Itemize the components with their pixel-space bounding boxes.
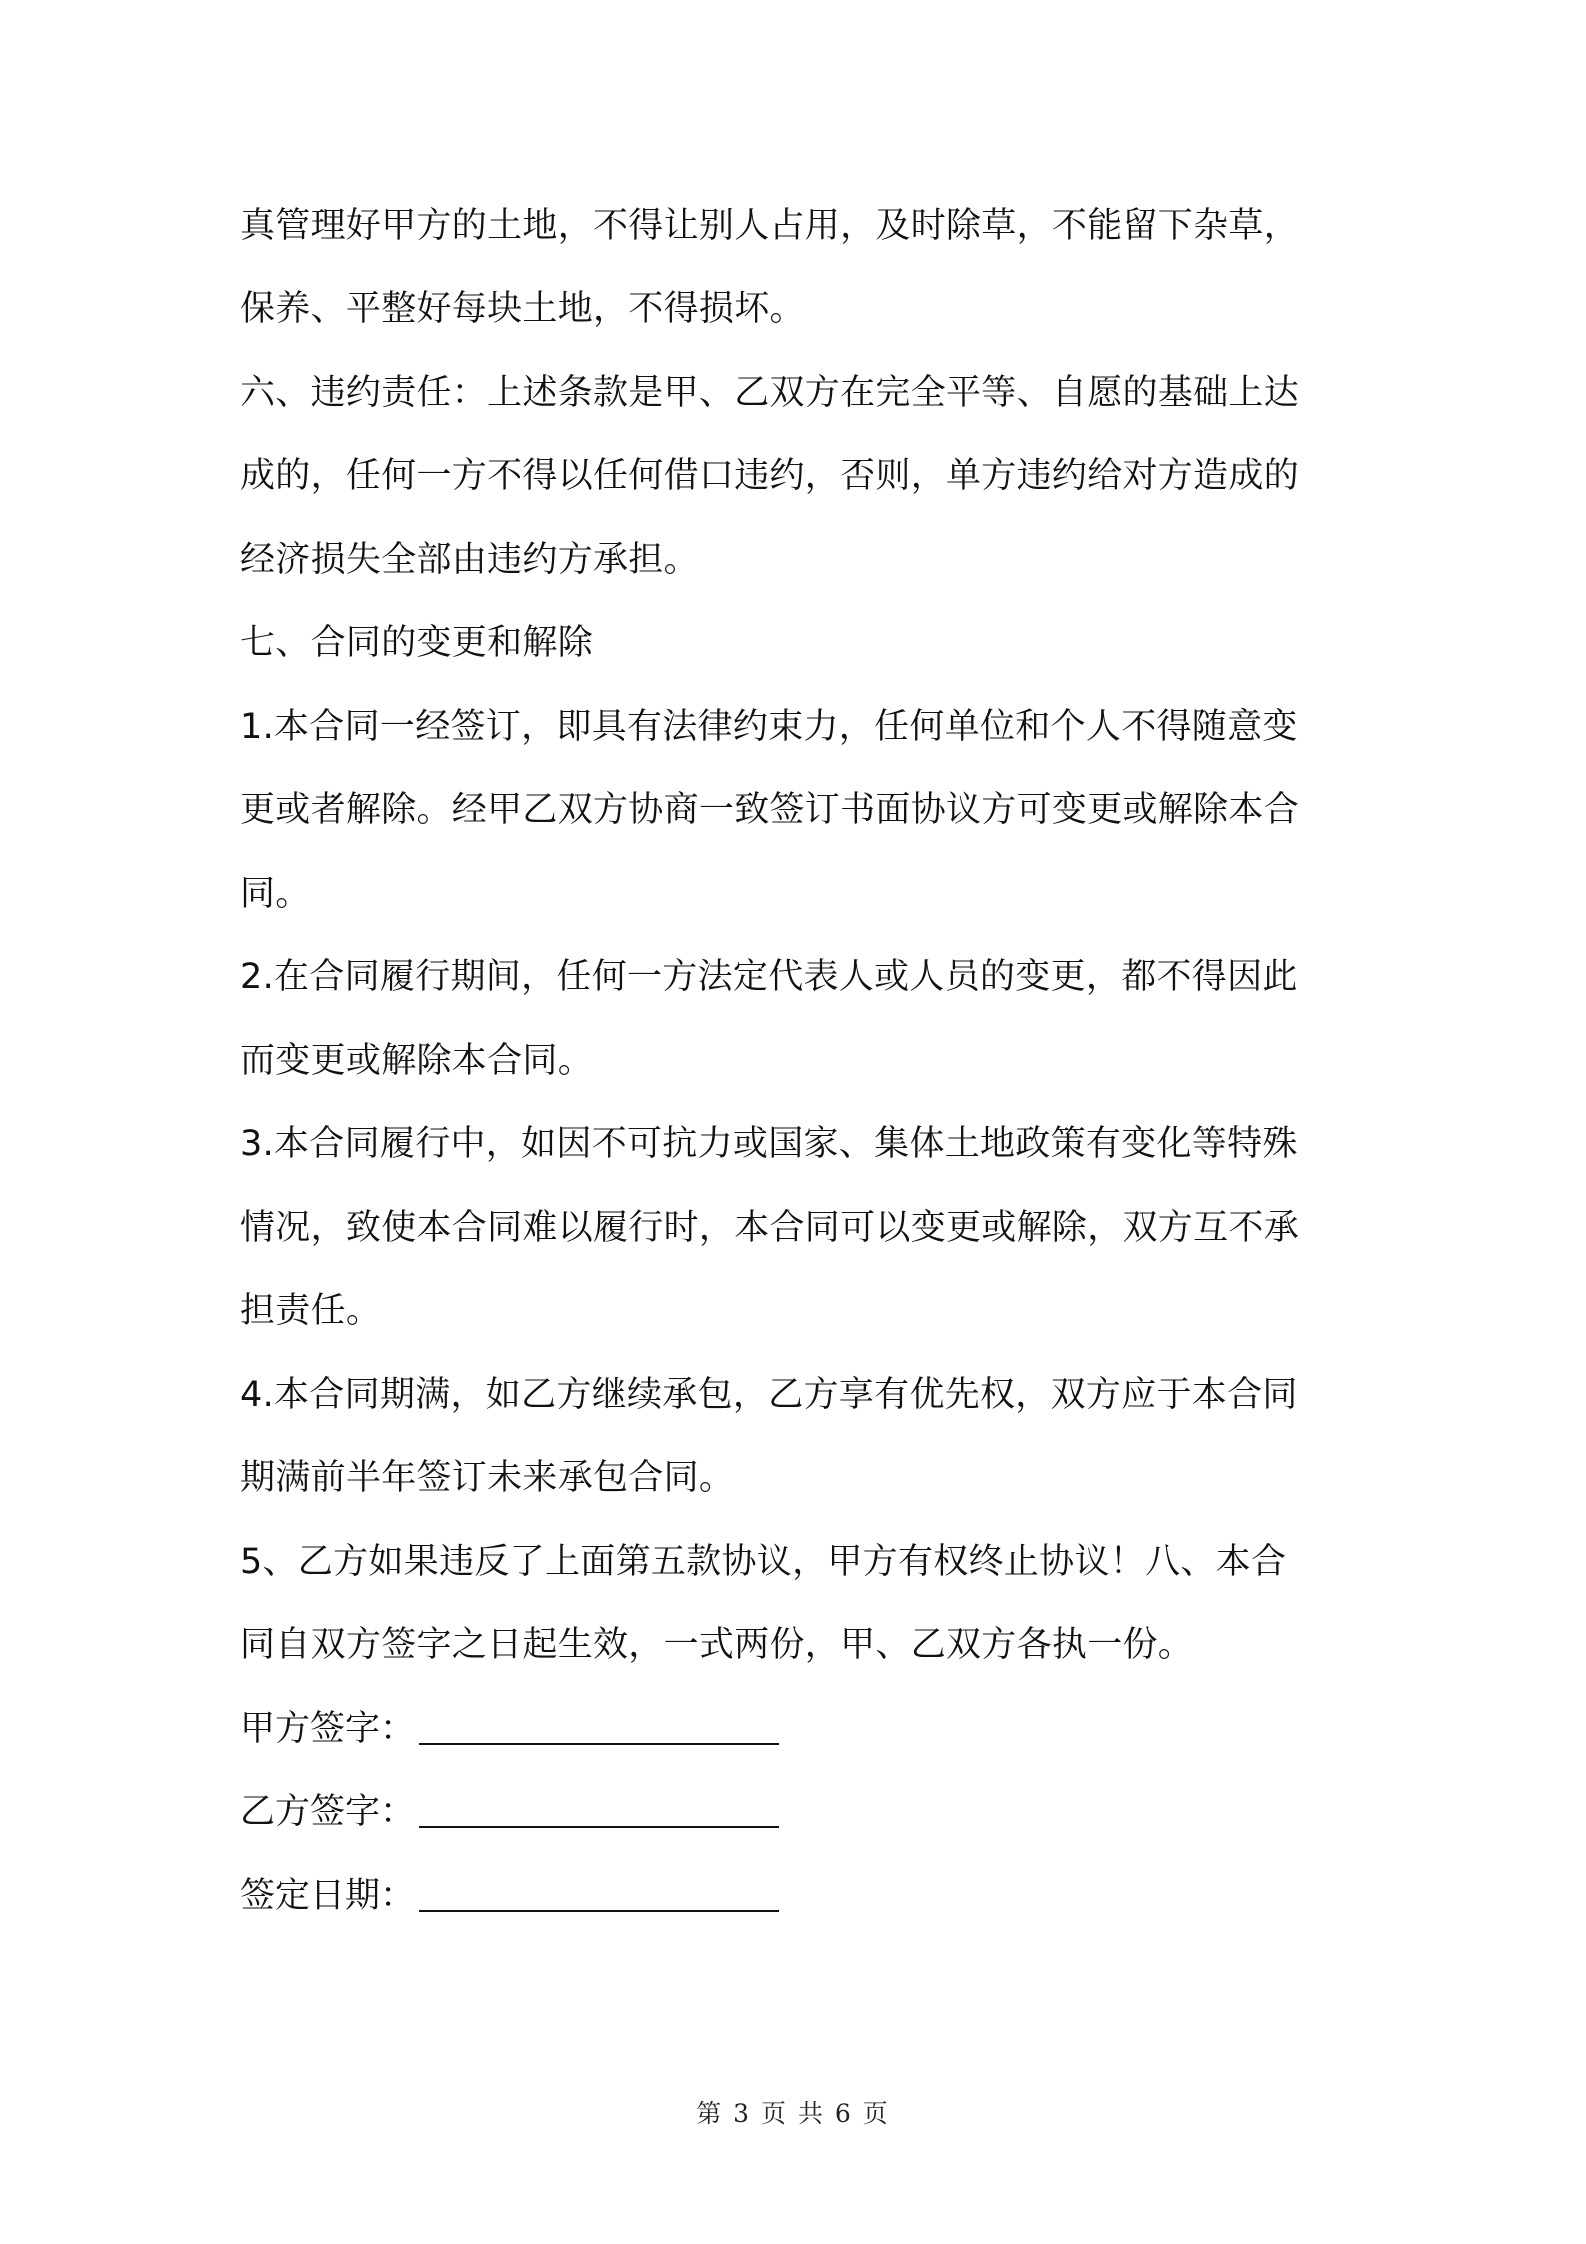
signing-date-line xyxy=(419,1866,779,1912)
party-b-signature-label: 乙方签字： xyxy=(240,1792,416,1832)
party-b-signature-row xyxy=(240,1782,779,1842)
text-line: 2.在合同履行期间，任何一方法定代表人或人员的变更，都不得因此 xyxy=(240,957,1298,997)
party-b-signature-line xyxy=(419,1782,779,1828)
text-line: 而变更或解除本合同。 xyxy=(240,1041,594,1081)
text-line: 更或者解除。经甲乙双方协商一致签订书面协议方可变更或解除本合 xyxy=(240,790,1300,830)
text-line: 4.本合同期满，如乙方继续承包，乙方享有优先权，双方应于本合同 xyxy=(240,1375,1298,1415)
text-line: 六、违约责任：上述条款是甲、乙双方在完全平等、自愿的基础上达 xyxy=(240,373,1300,413)
signing-date-row xyxy=(240,1866,779,1926)
text-line: 5、乙方如果违反了上面第五款协议，甲方有权终止协议！八、本合 xyxy=(240,1542,1287,1582)
text-line: 情况，致使本合同难以履行时，本合同可以变更或解除，双方互不承 xyxy=(240,1208,1300,1248)
party-a-signature-line xyxy=(419,1699,779,1745)
party-a-signature-row xyxy=(240,1699,779,1759)
text-line: 期满前半年签订未来承包合同。 xyxy=(240,1458,735,1498)
party-a-signature-label: 甲方签字： xyxy=(240,1709,416,1749)
text-line: 经济损失全部由违约方承担。 xyxy=(240,540,699,580)
section-heading: 七、合同的变更和解除 xyxy=(240,623,594,663)
page-number: 第 3 页 共 6 页 xyxy=(696,2099,890,2128)
text-line: 担责任。 xyxy=(240,1291,382,1331)
text-line: 真管理好甲方的土地，不得让别人占用，及时除草，不能留下杂草， xyxy=(240,206,1300,246)
text-line: 同。 xyxy=(240,874,311,914)
text-line: 保养、平整好每块土地，不得损坏。 xyxy=(240,289,805,329)
signing-date-label: 签定日期： xyxy=(240,1876,416,1916)
text-line: 1.本合同一经签订，即具有法律约束力，任何单位和个人不得随意变 xyxy=(240,707,1298,747)
text-line: 成的，任何一方不得以任何借口违约，否则，单方违约给对方造成的 xyxy=(240,456,1300,496)
text-line: 同自双方签字之日起生效，一式两份，甲、乙双方各执一份。 xyxy=(240,1625,1194,1665)
text-line: 3.本合同履行中，如因不可抗力或国家、集体土地政策有变化等特殊 xyxy=(240,1124,1298,1164)
